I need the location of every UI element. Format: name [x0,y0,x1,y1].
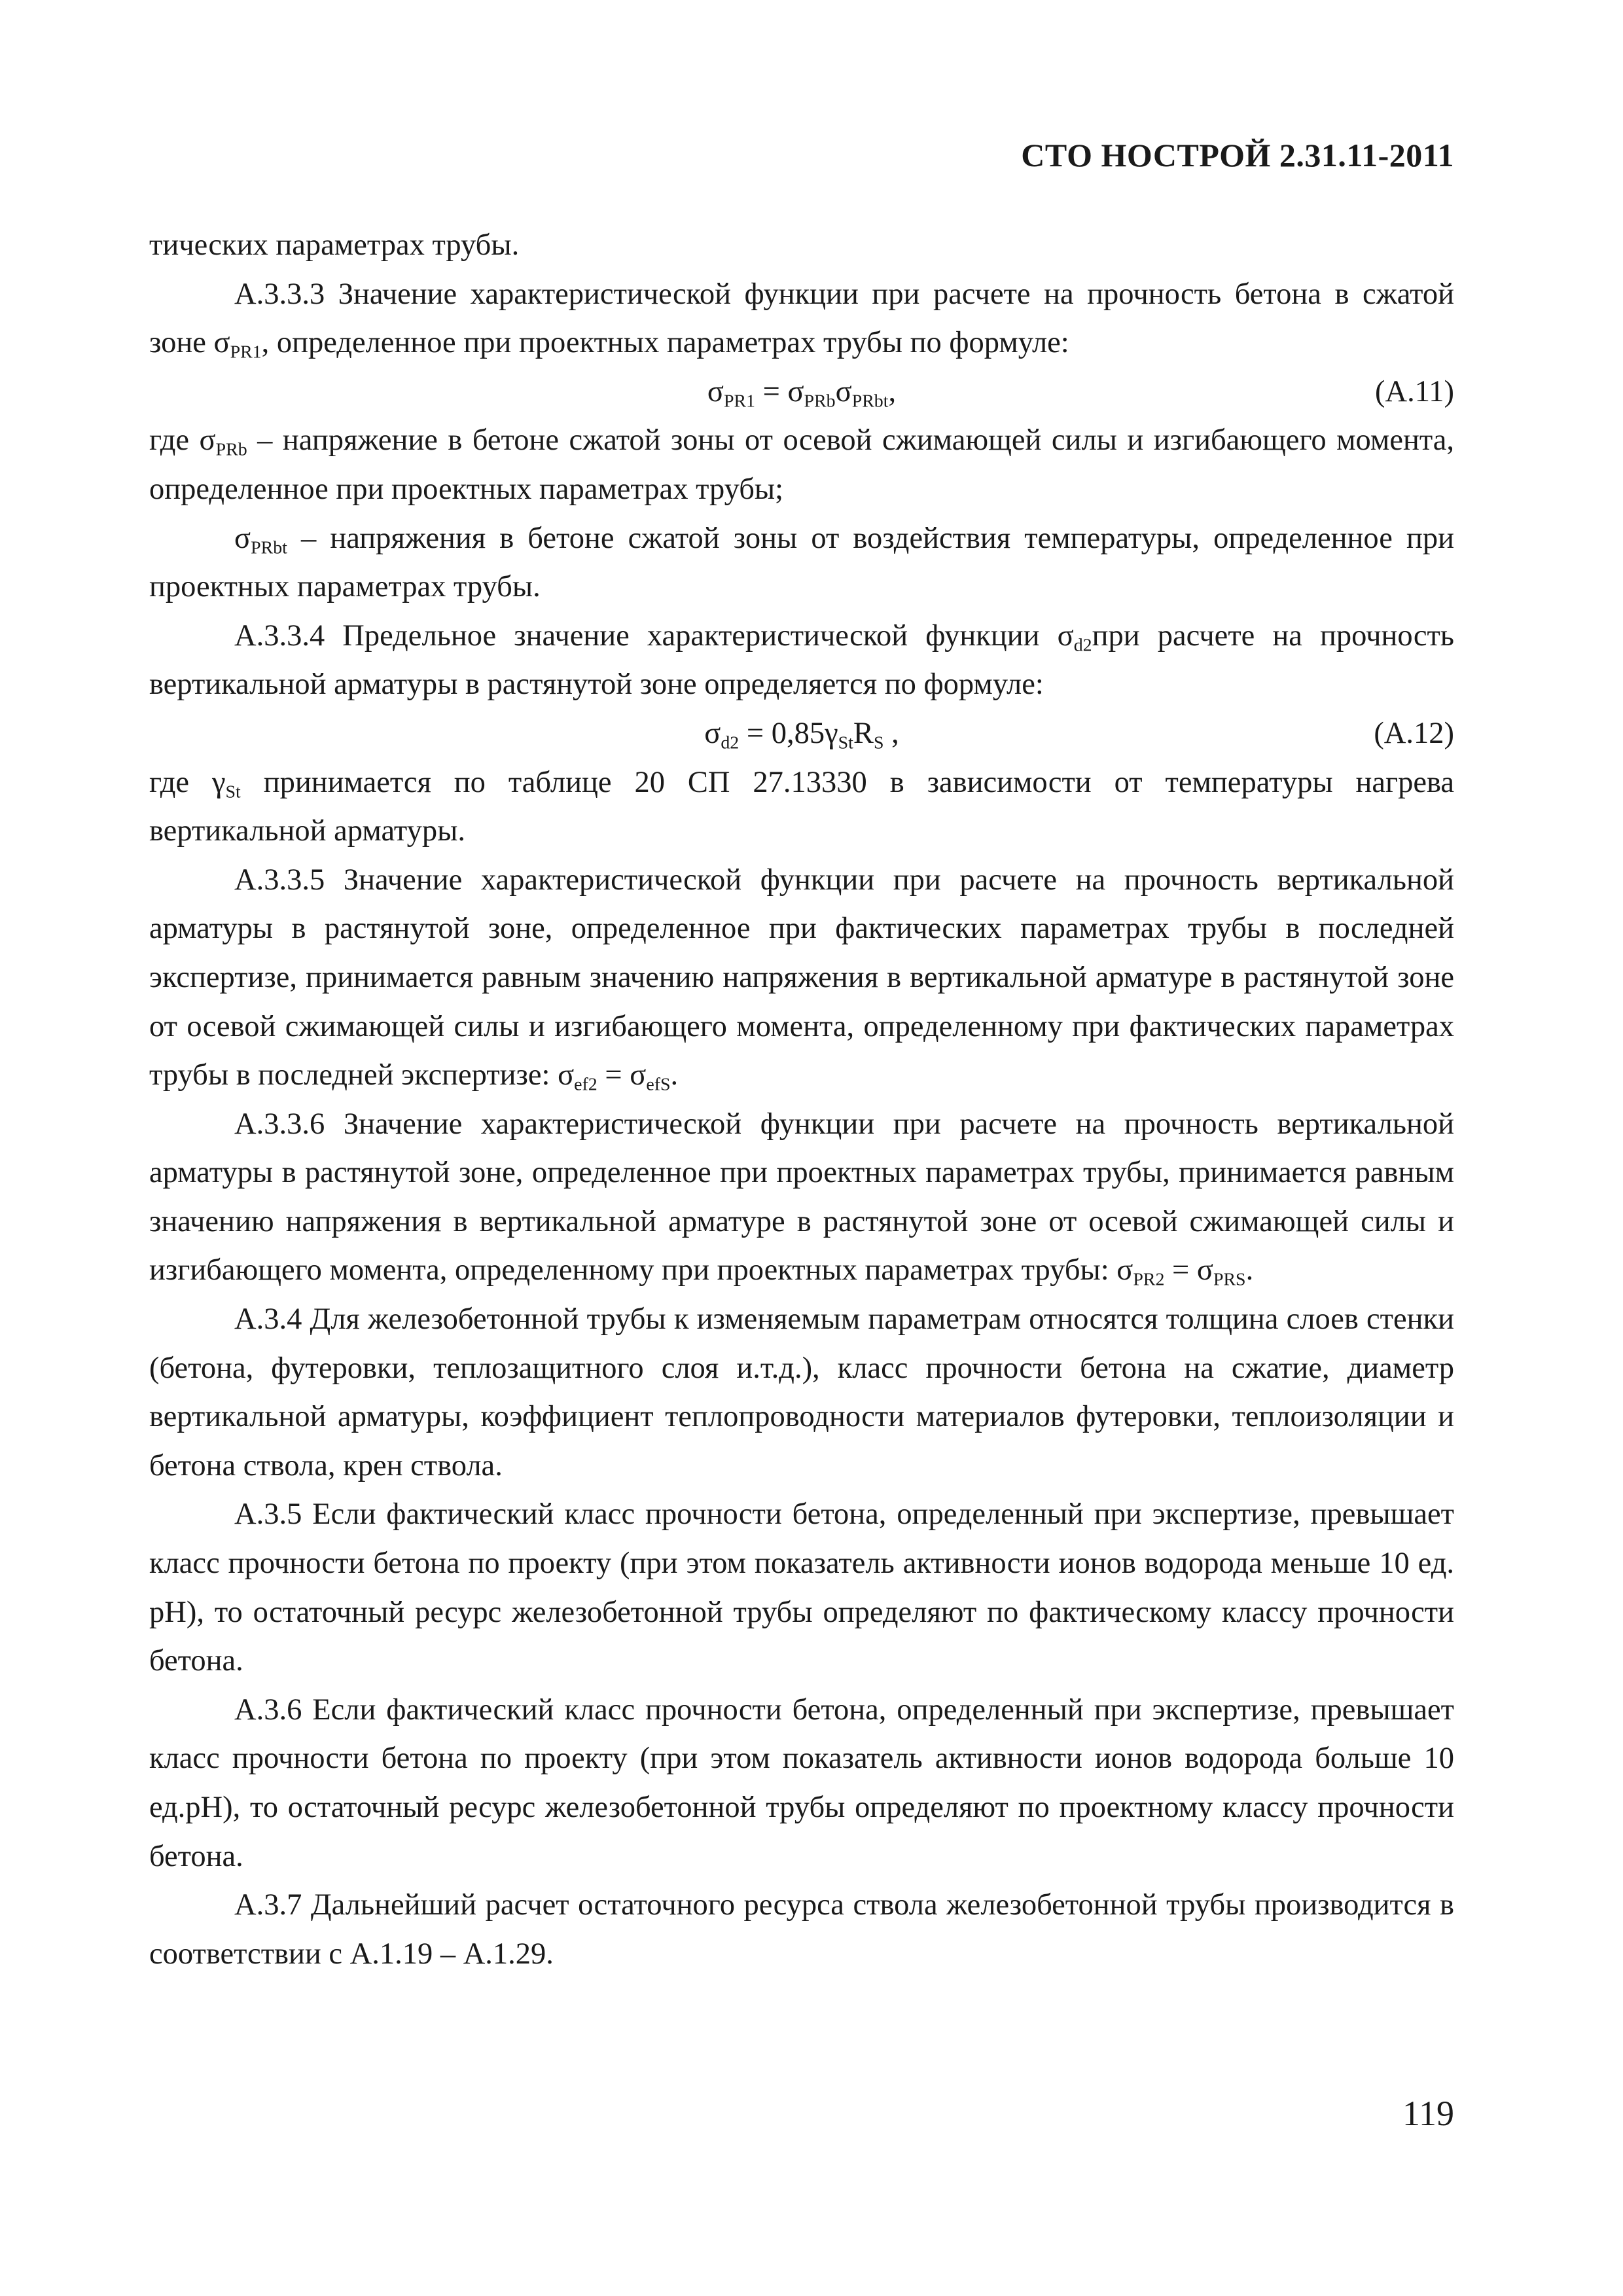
formula-a12 [149,709,1454,759]
paragraph-a34: А.3.4 Для железобетонной трубы к изменяемым параметрам относятся толщина слоев стенки (бетона, футеровки, теплозащитного слоя и.т.д.), класс прочности бетона на сжатие, диаметр вертикальной арматуры, коэффициент теплопроводности материалов футеровки, теплоизоляции и бетона ствола, крен ствола. [149,1302,1454,1482]
subscript: PRb [215,439,247,460]
formula-expression [704,709,899,759]
formula-number: (А.12) [1374,716,1454,750]
paragraph-text: А.3.3.3 Значение характеристической функции при расчете на прочность бетона в сжатой зоне σ [149,277,1454,360]
document-header: СТО НОСТРОЙ 2.31.11-2011 [1021,137,1454,173]
formula-symbol: R [853,716,874,750]
paragraph-text: = σ [1164,1253,1213,1287]
paragraph-text: – напряжение в бетоне сжатой зоны от осевой сжимающей силы и изгибающего момента, определенное при проектных параметрах трубы; [149,423,1454,506]
paragraph-text: где γ [149,765,226,799]
subscript: PR1 [723,391,755,412]
paragraph-where-sigma-prb [149,416,1454,514]
paragraph-text: где σ [149,423,216,457]
formula-symbol: = 0,85γ [739,716,838,750]
subscript: efS [646,1074,671,1095]
subscript: St [838,732,853,753]
paragraph-where-gamma-st [149,759,1454,856]
paragraph-text: А.3.3.4 Предельное значение характеристической функции σ [234,619,1074,653]
paragraph-continuation: тических параметрах трубы. [149,228,520,262]
paragraph-text: . [1245,1253,1254,1287]
paragraph-text: принимается по таблице 20 СП 27.13330 в зависимости от температуры нагрева вертикальной арматуры. [149,765,1454,848]
paragraph-text: при расчете на прочность вертикальной арматуры в растянутой зоне определяется по формуле: [149,619,1455,702]
paragraph-a37: А.3.7 Дальнейший расчет остаточного ресурса ствола железобетонной трубы производится в соответствии с А.1.19 – А.1.29. [149,1888,1454,1971]
formula-number: (А.11) [1375,374,1454,408]
page-body [149,221,1454,1979]
subscript: PRbt [251,537,287,558]
subscript: PRS [1213,1269,1246,1290]
paragraph-a333 [149,270,1454,368]
formula-symbol: σ [835,374,852,408]
paragraph-a334 [149,612,1454,709]
subscript: PR1 [230,342,262,363]
formula-symbol: = σ [755,374,804,408]
paragraph-text: А.3.3.6 Значение характеристической функции при расчете на прочность вертикальной арматуры в растянутой зоне, определенное при проектных параметрах трубы, принимается равным значению напряжения в вертикальной арматуре в растянутой зоне от осевой сжимающей силы и изгибающего момента, определенному при проектных параметрах трубы: σ [149,1107,1454,1287]
paragraph-text: = σ [597,1058,647,1092]
page-number: 119 [1402,2094,1454,2133]
subscript: d2 [1073,635,1092,656]
subscript: PRbt [851,391,889,412]
paragraph-a36: А.3.6 Если фактический класс прочности бетона, определенный при экспертизе, превышает класс прочности бетона по проекту (при этом показатель активности ионов водорода больше 10 ед.pH), то остаточный ресурс железобетонной трубы определяют по проектному классу прочности бетона. [149,1693,1454,1873]
paragraph-text: – напряжения в бетоне сжатой зоны от воздействия температуры, определенное при проектных параметрах трубы. [149,521,1454,604]
formula-symbol: σ [707,374,724,408]
formula-expression [707,368,896,417]
subscript: St [225,781,241,802]
paragraph-a35: А.3.5 Если фактический класс прочности бетона, определенный при экспертизе, превышает класс прочности бетона по проекту (при этом показатель активности ионов водорода меньше 10 ед. pH), то остаточный ресурс железобетонной трубы определяют по фактическому классу прочности бетона. [149,1498,1454,1678]
formula-symbol: , [888,374,897,408]
formula-symbol: , [883,716,899,750]
subscript: S [873,732,884,753]
subscript: d2 [721,732,740,753]
paragraph-a335 [149,856,1454,1100]
paragraph-text: σ [234,521,251,555]
formula-a11 [149,368,1454,417]
formula-symbol: σ [704,716,721,750]
paragraph-a336 [149,1100,1454,1295]
subscript: PRb [804,391,836,412]
paragraph-text: , определенное при проектных параметрах трубы по формуле: [261,326,1069,360]
paragraph-sigma-prbt [149,514,1454,612]
paragraph-text: А.3.3.5 Значение характеристической функции при расчете на прочность вертикальной арматуры в растянутой зоне, определенное при фактических параметрах трубы в последней экспертизе, принимается равным значению напряжения в вертикальной арматуре в растянутой зоне от осевой сжимающей силы и изгибающего момента, определенному при фактических параметрах трубы в последней экспертизе: σ [149,863,1454,1092]
paragraph-text: . [670,1058,679,1092]
subscript: ef2 [574,1074,597,1095]
subscript: PR2 [1133,1269,1165,1290]
